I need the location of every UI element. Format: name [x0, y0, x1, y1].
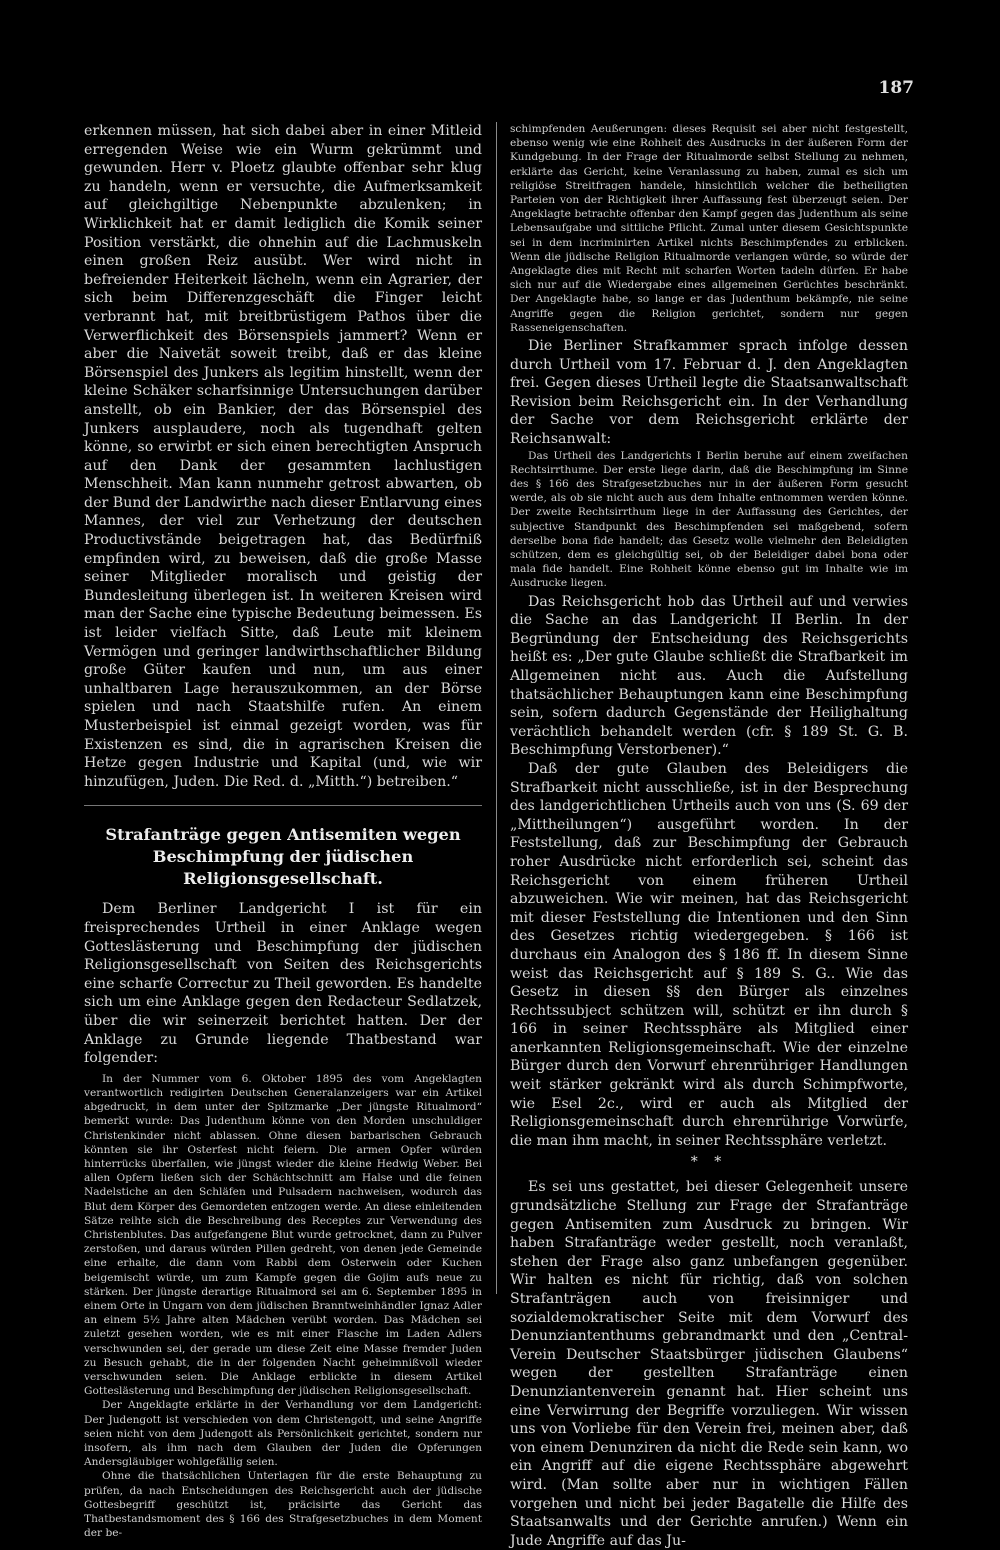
right-paragraph-3: Daß der gute Glauben des Beleidigers die Strafbarkeit nicht ausschließe, ist in der Besprechung des landgerichtlichen Urtheils auch von uns (S. 69 der „Mittheilungen“) ausgeführt worden. In der Feststellung, daß zur Beschimpfung der Gebrauch roher Ausdrücke nicht erforderlich sei, scheint das Reichsgericht von einem früheren Urtheil abzuweichen. Wie wir meinen, hat das Reichsgericht mit dieser Feststellung die Intentionen und den Sinn des Gesetzes richtig wiedergegeben. § 166 ist durchaus ein Analogon des § 186 ff. In diesem Sinne weist das Reichsgericht auf § 189 S. G.. Wie das Gesetz in diesen §§ den Bürger als einzelnes Rechtssubject schützen will, schützt er ihn durch § 166 in seiner Rechtssphäre als Mitglied einer anerkannten Religionsgemeinschaft. Wie der einzelne Bürger durch den Vorwurf ehrenrühriger Handlungen weit stärker gekränkt wird als durch Schimpfworte, wie Esel 2c., wird er auch als Mitglied der Religionsgemeinschaft durch ehrenrührige Vorwürfe, die man ihm macht, in seiner Rechtssphäre verletzt. — [510, 760, 908, 1149]
right-column — [510, 122, 908, 1550]
left-quote-paragraph-2: Der Angeklagte erklärte in der Verhandlung vor dem Landgericht: Der Judengott ist verschieden von dem Christengott, und seine Angriffe seien nicht von dem Judengott als Persönlichkeit gerichtet, sondern nur insofern, als ihm nach dem Glauben der Juden die Opferungen Andersgläubiger wohlgefällig seien. — [84, 1399, 482, 1469]
right-quote-paragraph-2: Das Urtheil des Landgerichts I Berlin beruhe auf einem zweifachen Rechtsirrthume. Der erste liege darin, daß die Beschimpfung im Sinne des § 166 des Strafgesetzbuches nur in der äußeren Form gesucht werde, als ob sie nicht auch aus dem Inhalte entnommen werden könne. Der zweite Rechtsirrthum liege in der Auffassung des Gerichtes, der subjective Standpunkt des Beschimpfenden sei maßgebend, sofern derselbe bona fide handelt; das Gesetz wolle vielmehr den Beleidigten schützen, dem es gleichgültig sei, ob der Beleidiger dabei bona oder mala fide handelt. Eine Rohheit könne ebenso gut im Inhalte wie im Ausdrucke liegen. — [510, 449, 908, 590]
article-heading: Strafanträge gegen Antisemiten wegen Beschimpfung der jüdischen Religionsgesellschaft. — [105, 825, 461, 889]
section-stars: * * — [690, 1154, 728, 1171]
right-paragraph-1: Die Berliner Strafkammer sprach infolge dessen durch Urtheil vom 17. Februar d. J. den Angeklagten frei. Gegen dieses Urtheil legte die Staatsanwaltschaft Revision beim Reichsgericht ein. In der Verhandlung der Sache vor dem Reichsgericht erklärte der Reichsanwalt: — [510, 338, 908, 448]
heading-rule — [84, 805, 482, 806]
right-paragraph-4: Es sei uns gestattet, bei dieser Gelegenheit unsere grundsätzliche Stellung zur Frage der Strafanträge gegen Antisemiten zum Ausdruck zu bringen. Wir haben Strafanträge weder gestellt, noch veranlaßt, stehen der Frage also ganz unbefangen gegenüber. Wir halten es nicht für richtig, daß von solchen Strafanträgen auch von freisinniger und sozialdemokratischer Seite mit dem Vorwurf des Denunziantenthums gebrandmarkt und den „Central-Verein Deutscher Staatsbürger jüdischen Glaubens“ wegen der gestellten Strafanträge einen Denunziantenverein genannt hat. Hier scheint uns eine Verwirrung der Begriffe vorzuliegen. Wir wissen uns von Vorliebe für den Verein frei, meinen aber, daß von einem Denunziren da nicht die Rede sein kann, wo ein Angriff auf die eigene Rechtssphäre abgewehrt wird. (Man sollte aber nur in wichtigen Fällen vorgehen und nicht bei jeder Bagatelle die Hilfe des Staatsanwalts und der Gerichte anrufen.) Wenn ein Jude Angriffe auf das Ju- — [510, 1179, 908, 1549]
left-paragraph-2: Dem Berliner Landgericht I ist für ein freisprechendes Urtheil in einer Anklage wegen Gotteslästerung und Beschimpfung der jüdischen Religionsgesellschaft von Seiten des Reichsgerichts eine scharfe Correctur zu Theil geworden. Es handelte sich um eine Anklage gegen den Redacteur Sedlatzek, über die wir seinerzeit berichtet hatten. Der der Anklage zu Grunde liegende Thatbestand war folgender: — [84, 901, 482, 1067]
left-quote-paragraph-3: Ohne die thatsächlichen Unterlagen für die erste Behauptung zu prüfen, da nach Entscheidungen des Reichsgericht auch der jüdische Gottesbegriff geschützt ist, präcisirte das Gericht das Thatbestandsmoment des § 166 des Strafgesetzbuches in dem Moment der be- — [84, 1470, 482, 1540]
right-paragraph-2: Das Reichsgericht hob das Urtheil auf und verwies die Sache an das Landgericht II Berlin. In der Begründung der Entscheidung des Reichsgerichts heißt es: „Der gute Glaube schließt die Strafbarkeit im Allgemeinen nicht aus. Auch die Aufstellung thatsächlicher Behauptungen kann eine Beschimpfung sein, sofern dadurch Gegenstände der Heilighaltung verächtlich behandelt werden (cfr. § 189 St. G. B. Beschimpfung Verstorbener).“ — [510, 593, 908, 759]
page-number: 187 — [878, 78, 914, 98]
left-column — [84, 122, 482, 1540]
left-quote-paragraph-1: In der Nummer vom 6. Oktober 1895 des vom Angeklagten verantwortlich redigirten Deutschen Generalanzeigers war ein Artikel abgedruckt, in dem unter der Spitzmarke „Der jüngste Ritualmord“ bemerkt wurde: Das Judenthum könne von den Morden unschuldiger Christenkinder nicht ablassen. Ohne diesen barbarischen Gebrauch könnten sie ihr Osterfest nicht feiern. Die armen Opfer würden hinterrücks überfallen, wie jüngst wieder die kleine Hedwig Weber. Bei allen Opfern ließen sich der Schächtschnitt am Halse und die feinen Nadelstiche an den Schläfen und Pulsadern nachweisen, wodurch das Blut dem Körper des Gemordeten entzogen werde. An diese einleitenden Sätze reihte sich die Beschreibung des Receptes zur Verwendung des Christenblutes. Das aufgefangene Blut wurde getrocknet, dann zu Pulver zerstoßen, und daraus würden Pillen gedreht, von denen jede Gemeinde eine erhalte, die dann vom Rabbi dem Osterwein oder Kuchen beigemischt würde, um zum Kampfe gegen die Gojim aufs neue zu stärken. Der jüngste derartige Ritualmord sei am 6. September 1895 in einem Orte in Ungarn von dem jüdischen Branntweinhändler Ignaz Adler an einem 5½ Jahre alten Mädchen verübt worden. Das Mädchen sei zuletzt gesehen worden, wie es mit einer Flasche im Laden Adlers verschwunden sei, der gerade um diese Zeit eine Masse fremder Juden zu Besuch gehabt, die in der folgenden Nacht geheimnißvoll wieder verschwunden seien. Die Anklage erblickte in diesem Artikel Gotteslästerung und Beschimpfung der jüdischen Religionsgesellschaft. — [84, 1072, 482, 1398]
right-quote-paragraph-1: schimpfenden Aeußerungen: dieses Requisit sei aber nicht festgestellt, ebenso wenig wie eine Rohheit des Ausdrucks in der äußeren Form der Kundgebung. In der Frage der Ritualmorde selbst Stellung zu nehmen, erklärte das Gericht, keine Veranlassung zu haben, zumal es sich um religiöse Streitfragen handele, hinsichtlich welcher die betheiligten Parteien von der Richtigkeit ihrer Auffassung fest überzeugt seien. Der Angeklagte betrachte offenbar den Kampf gegen das Judenthum als seine Lebensaufgabe und sittliche Pflicht. Zumal unter diesem Gesichtspunkte sei in dem incriminirten Artikel nichts Beschimpfendes zu erblicken. Wenn die jüdische Religion Ritualmorde verlangen würde, so würde der Angeklagte dies mit Recht mit scharfen Worten tadeln dürfen. Er habe sich nur auf die Wiedergabe eines allgemeinen Gerüchtes beschränkt. Der Angeklagte habe, so lange er das Judenthum bekämpfe, nie seine Angriffe gegen die Religion gerichtet, sondern nur gegen Rasseneigenschaften. — [510, 123, 908, 334]
column-divider — [496, 122, 497, 1294]
left-paragraph-1: erkennen müssen, hat sich dabei aber in einer Mitleid erregenden Weise wie ein Wurm gekrümmt und gewunden. Herr v. Ploetz glaubte offenbar sehr klug zu handeln, wenn er versuchte, die Aufmerksamkeit auf gleichgiltige Nebenpunkte abzulenken; in Wirklichkeit hat er damit lediglich die Komik seiner Position verstärkt, die ohnehin auf die Lachmuskeln einen großen Reiz ausübt. Wer wird nicht in befreiender Heiterkeit lächeln, wenn ein Agrarier, der sich beim Differenzgeschäft die Finger leicht verbrannt hat, mit breitbrüstigem Pathos über die Verwerflichkeit des Börsenspiels jammert? Wenn er aber die Naivetät soweit treibt, daß er das kleine Börsenspiel des Junkers als legitim hinstellt, wenn der kleine Schäker scharfsinnige Untersuchungen darüber anstellt, ob ein Bankier, der das Börsenspiel des Junkers ausplaudere, noch als tugendhaft gelten könne, so erwirbt er sich einen berechtigten Anspruch auf den Dank der gesammten lachlustigen Menschheit. Man kann nunmehr getrost abwarten, ob der Bund der Landwirthe nach dieser Entlarvung eines Mannes, der viel zur Verhetzung der deutschen Productivstände beigetragen hat, das Bedürfniß empfinden wird, zu beweisen, daß die große Masse seiner Mitglieder moralisch und geistig der Bundesleitung überlegen ist. In weiteren Kreisen wird man der Sache eine typische Bedeutung beimessen. Es ist leider vielfach Sitte, daß Leute mit kleinem Vermögen und geringer landwirthschaftlicher Bildung große Güter kaufen und nun, um aus einer unhaltbaren Lage herauszukommen, an der Börse spielen und nach Staatshilfe rufen. An einem Musterbeispiel ist einmal gezeigt worden, was für Existenzen es sind, die in agrarischen Kreisen die Hetze gegen Industrie und Kapital (und, wie wir hinzufügen, Juden. Die Red. d. „Mitth.“) betreiben.“ — [84, 123, 482, 790]
